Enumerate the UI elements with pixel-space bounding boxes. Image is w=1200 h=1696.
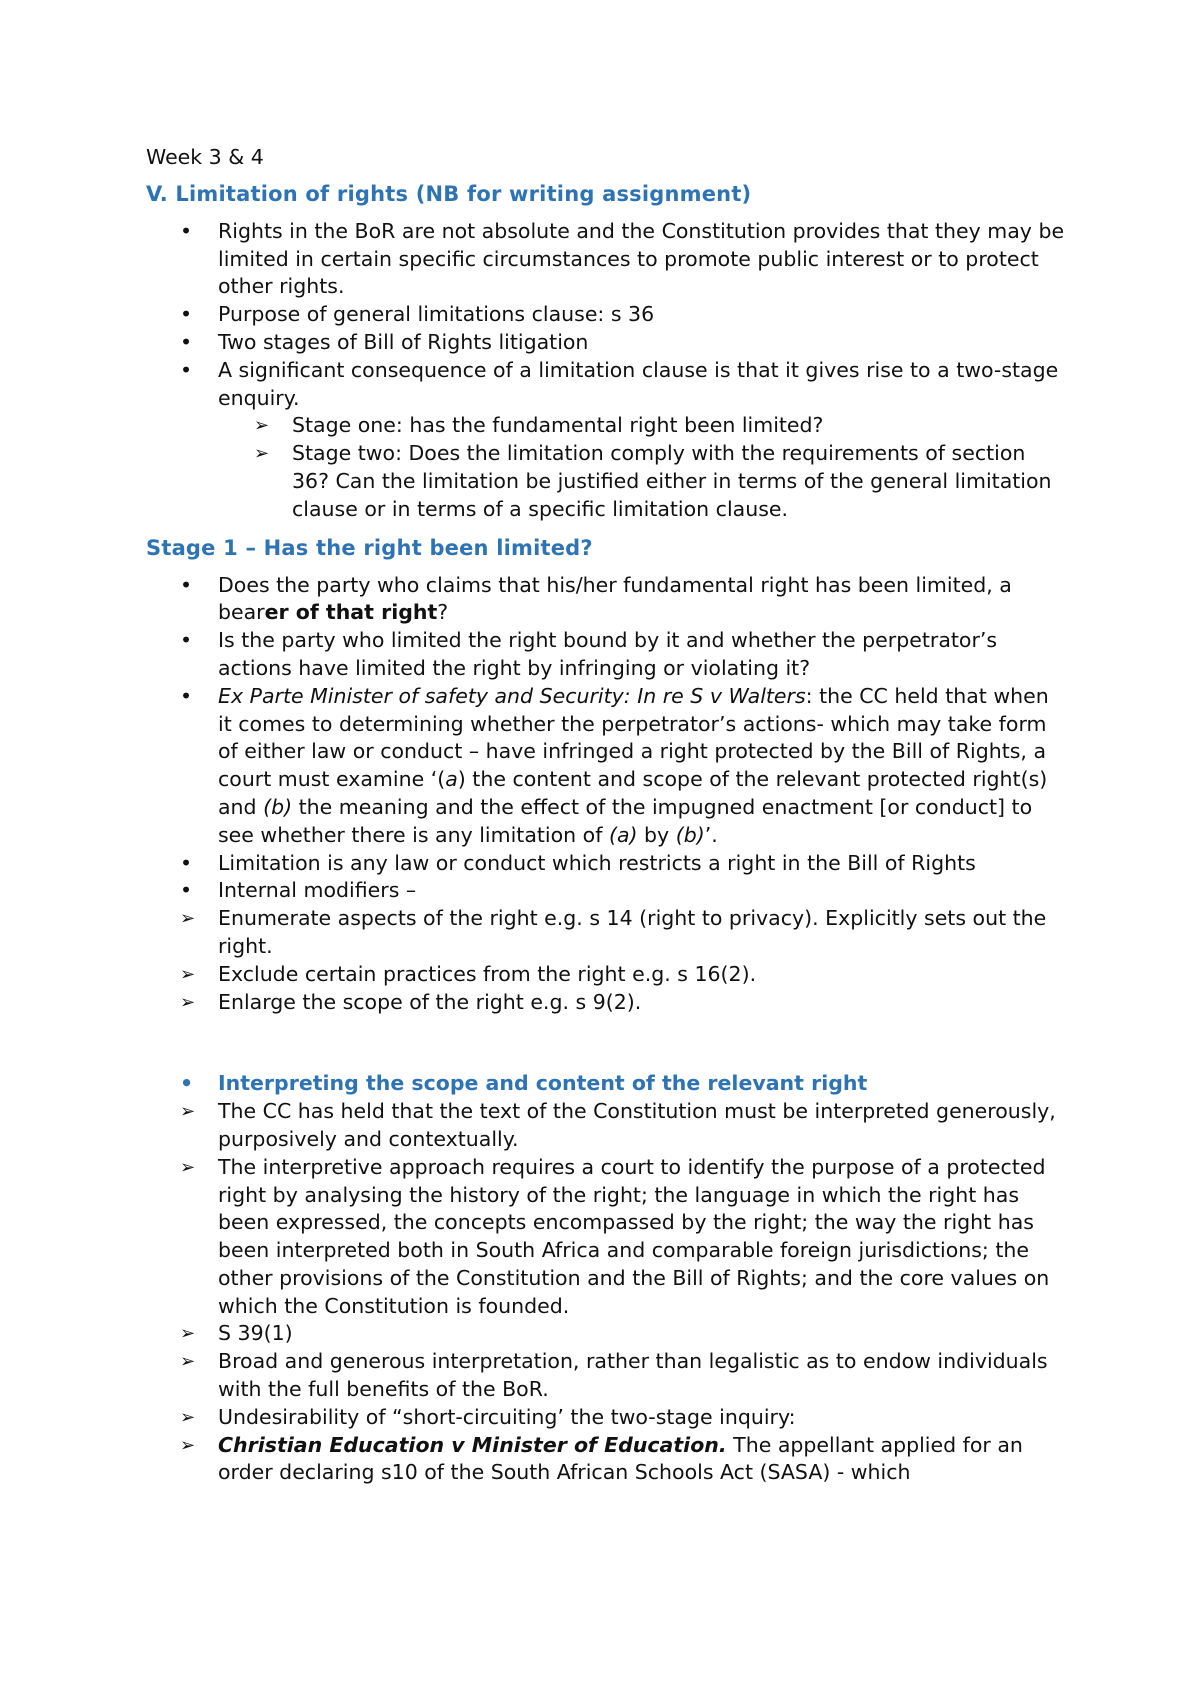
heading-limitation-of-rights: V. Limitation of rights (NB for writing assignment)	[146, 181, 752, 206]
arrow-bullet-icon: ➢	[254, 415, 270, 437]
interpretation-list	[146, 1070, 1066, 1487]
list-item: • Purpose of general limitations clause: s 36	[146, 301, 1066, 329]
bullet-icon: •	[180, 628, 193, 653]
list-item: • Ex Parte Minister of safety and Security: In re S v Walters: the CC held that when it comes to determining whether the perpetrator’s actions- which may take form of either law or conduct – have infringed a right protected by the Bill of Rights, a court must examine ‘(a) the content and scope of the relevant protected right(s) and (b) the meaning and the effect of the impugned enactment [or conduct] to see whether there is any limitation of (a) by (b)’.	[180, 683, 1049, 847]
section-heading-bullet: • Interpreting the scope and content of the relevant right	[146, 1070, 1066, 1098]
arrow-list-item: ➢ Exclude certain practices from the right e.g. s 16(2).	[146, 961, 1066, 989]
list-item: • Rights in the BoR are not absolute and the Constitution provides that they may be limited in certain specific circumstances to promote public interest or to protect other rights.	[180, 218, 1065, 299]
heading-stage-1: Stage 1 – Has the right been limited?	[146, 535, 593, 560]
limitation-list	[146, 218, 1066, 524]
arrow-bullet-icon: ➢	[180, 963, 196, 985]
arrow-list-item: ➢ Enlarge the scope of the right e.g. s 9(2).	[146, 989, 1066, 1017]
arrow-bullet-icon: ➢	[180, 991, 196, 1013]
list-item: • Internal modifiers –	[146, 877, 1066, 905]
case-citation: Ex Parte Minister of safety and Security: In re S v Walters	[218, 683, 806, 708]
bullet-icon: •	[180, 329, 193, 354]
bullet-icon: •	[180, 302, 193, 327]
list-item: • Does the party who claims that his/her fundamental right has been limited, a bearer of that right?	[180, 572, 1012, 625]
arrow-list-item: ➢ The CC has held that the text of the Constitution must be interpreted generously, purposively and contextually.	[180, 1099, 1056, 1151]
list-item: • Is the party who limited the right bound by it and whether the perpetrator’s actions have limited the right by infringing or violating it?	[180, 628, 998, 680]
arrow-bullet-icon: ➢	[254, 443, 270, 465]
sub-list-item: ➢ Stage two: Does the limitation comply with the requirements of section 36? Can the limitation be justified either in terms of the general limitation clause or in terms of a specific limitation clause.	[254, 441, 1052, 521]
week-label: Week 3 & 4	[146, 145, 264, 169]
arrow-bullet-icon: ➢	[180, 1323, 196, 1345]
arrow-list-item: ➢ The interpretive approach requires a court to identify the purpose of a protected right by analysing the history of the right; the language in which the right has been expressed, the concepts encompassed by the right; the way the right has been interpreted both in South Africa and comparable foreign jurisdictions; the other provisions of the Constitution and the Bill of Rights; and the core values on which the Constitution is founded.	[180, 1154, 1050, 1318]
sub-list-item: ➢ Stage one: has the fundamental right been limited?	[146, 412, 1066, 440]
bullet-icon: •	[180, 1071, 194, 1096]
arrow-list-item: ➢ Christian Education v Minister of Education. The appellant applied for an order declaring s10 of the South African Schools Act (SASA) - which	[180, 1432, 1023, 1485]
arrow-bullet-icon: ➢	[180, 1434, 196, 1456]
bullet-icon: •	[180, 218, 193, 243]
arrow-bullet-icon: ➢	[180, 1406, 196, 1428]
list-item: • A significant consequence of a limitation clause is that it gives rise to a two-stage enquiry.	[180, 357, 1059, 410]
bullet-icon: •	[180, 357, 193, 382]
arrow-bullet-icon: ➢	[180, 1156, 196, 1178]
list-item: • Two stages of Bill of Rights litigation	[146, 329, 1066, 357]
blank-space	[146, 1016, 1066, 1070]
arrow-list-item: ➢ Enumerate aspects of the right e.g. s 14 (right to privacy). Explicitly sets out the right.	[180, 906, 1047, 958]
case-citation: Christian Education v Minister of Education.	[218, 1432, 727, 1457]
bullet-icon: •	[180, 850, 193, 875]
bullet-icon: •	[180, 878, 193, 903]
arrow-bullet-icon: ➢	[180, 1101, 196, 1123]
arrow-bullet-icon: ➢	[180, 1351, 196, 1373]
bullet-icon: •	[180, 683, 193, 708]
list-item: • Limitation is any law or conduct which restricts a right in the Bill of Rights	[146, 850, 1066, 878]
bullet-icon: •	[180, 572, 193, 597]
arrow-list-item: ➢ Undesirability of “short-circuiting’ the two-stage inquiry:	[146, 1404, 1066, 1432]
arrow-list-item: ➢ Broad and generous interpretation, rather than legalistic as to endow individuals with the full benefits of the BoR.	[180, 1349, 1048, 1402]
stage1-list	[146, 572, 1066, 1017]
arrow-bullet-icon: ➢	[180, 908, 196, 930]
arrow-list-item: ➢ S 39(1)	[146, 1320, 1066, 1348]
document-body	[146, 144, 1066, 1487]
